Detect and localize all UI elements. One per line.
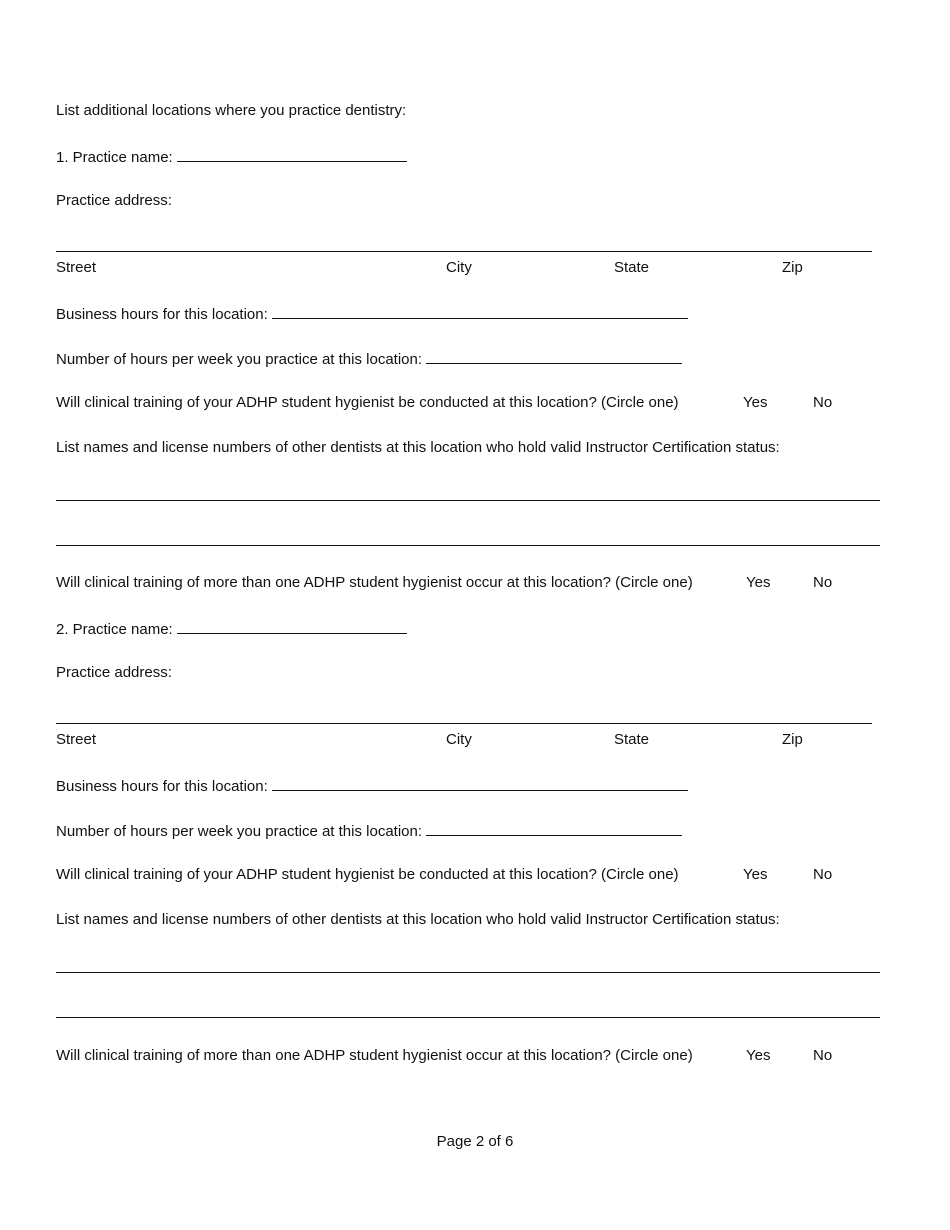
multiple-students-2-yes[interactable]: Yes	[746, 1047, 771, 1064]
practice-address-1-field[interactable]	[56, 251, 872, 252]
state-2-label: State	[614, 731, 650, 748]
instructor-list-1-line-2[interactable]	[56, 545, 880, 546]
practice-name-2-row	[56, 619, 407, 639]
multiple-students-1-question: Will clinical training of more than one ADHP student hygienist occur at this location? (Circle one)	[56, 574, 693, 591]
practice-address-2-label: Practice address:	[56, 664, 172, 681]
multiple-students-2-no[interactable]: No	[813, 1047, 833, 1064]
practice-address-1-label: Practice address:	[56, 192, 172, 209]
page-number: Page 2 of 6	[436, 1133, 514, 1150]
practice-name-2-label: 2. Practice name:	[56, 621, 173, 638]
practice-address-2-field[interactable]	[56, 723, 872, 724]
clinical-training-1-yes[interactable]: Yes	[743, 394, 768, 411]
hours-per-week-2-field[interactable]	[426, 821, 682, 836]
instructor-list-1-line-1[interactable]	[56, 500, 880, 501]
multiple-students-2-question: Will clinical training of more than one ADHP student hygienist occur at this location? (Circle one)	[56, 1047, 693, 1064]
hours-per-week-2-label: Number of hours per week you practice at this location:	[56, 823, 423, 840]
practice-name-1-row	[56, 147, 407, 167]
city-2-label: City	[446, 731, 472, 748]
intro-text: List additional locations where you practice dentistry:	[56, 102, 407, 119]
street-1-label: Street	[56, 259, 97, 276]
city-1-label: City	[446, 259, 472, 276]
instructor-list-2-line-1[interactable]	[56, 972, 880, 973]
zip-2-label: Zip	[782, 731, 803, 748]
clinical-training-2-no[interactable]: No	[813, 866, 833, 883]
hours-per-week-1-row	[56, 349, 682, 369]
clinical-training-1-no[interactable]: No	[813, 394, 833, 411]
practice-name-1-label: 1. Practice name:	[56, 149, 173, 166]
hours-per-week-1-label: Number of hours per week you practice at this location:	[56, 351, 423, 368]
hours-per-week-2-row	[56, 821, 682, 841]
practice-name-1-field[interactable]	[177, 147, 407, 162]
instructor-list-2-label: List names and license numbers of other dentists at this location who hold valid Instructor Certification status:	[56, 911, 780, 928]
clinical-training-2-yes[interactable]: Yes	[743, 866, 768, 883]
instructor-list-1-label: List names and license numbers of other dentists at this location who hold valid Instructor Certification status:	[56, 439, 780, 456]
practice-name-2-field[interactable]	[177, 619, 407, 634]
business-hours-1-row	[56, 304, 688, 324]
multiple-students-1-no[interactable]: No	[813, 574, 833, 591]
state-1-label: State	[614, 259, 650, 276]
business-hours-2-label: Business hours for this location:	[56, 778, 268, 795]
clinical-training-2-question: Will clinical training of your ADHP student hygienist be conducted at this location? (Circle one)	[56, 866, 679, 883]
business-hours-2-row	[56, 776, 688, 796]
clinical-training-1-question: Will clinical training of your ADHP student hygienist be conducted at this location? (Circle one)	[56, 394, 679, 411]
business-hours-1-label: Business hours for this location:	[56, 306, 268, 323]
multiple-students-1-yes[interactable]: Yes	[746, 574, 771, 591]
instructor-list-2-line-2[interactable]	[56, 1017, 880, 1018]
zip-1-label: Zip	[782, 259, 803, 276]
business-hours-1-field[interactable]	[272, 304, 688, 319]
hours-per-week-1-field[interactable]	[426, 349, 682, 364]
street-2-label: Street	[56, 731, 97, 748]
business-hours-2-field[interactable]	[272, 776, 688, 791]
